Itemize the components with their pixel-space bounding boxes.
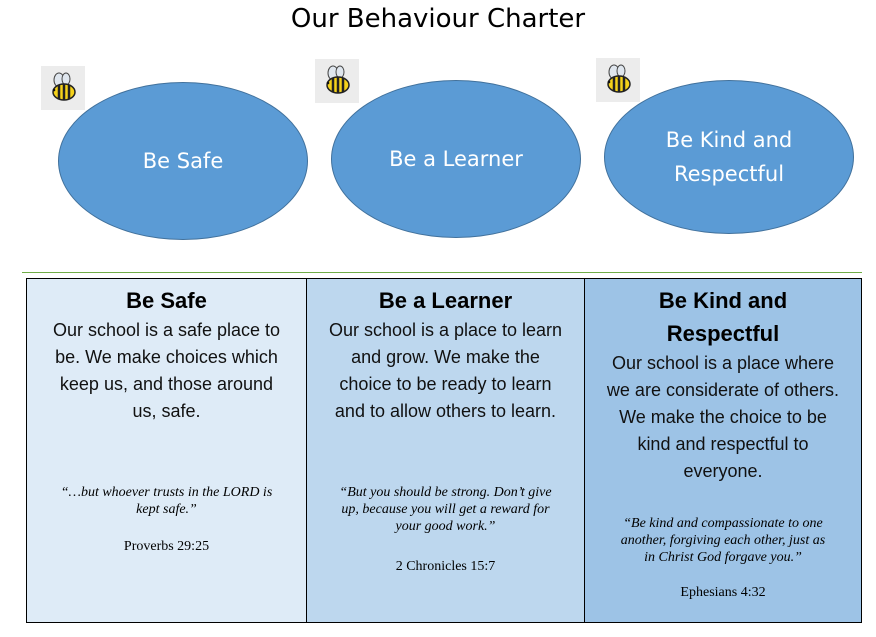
body-line: keep us, and those around <box>59 374 274 394</box>
ellipse-label: Respectful <box>673 162 785 186</box>
quote-line: your good work.” <box>395 519 496 534</box>
ellipse-be-kind <box>604 80 854 234</box>
quote-line: up, because you will get a reward for <box>341 502 550 517</box>
body-line: everyone. <box>683 461 763 481</box>
body-line: and grow. We make the <box>351 347 540 367</box>
quote-line: another, forgiving each other, just as <box>620 533 826 548</box>
body-line: choice to be ready to learn <box>339 374 552 394</box>
page-title: Our Behaviour Charter <box>290 4 586 34</box>
bible-reference: 2 Chronicles 15:7 <box>395 559 496 574</box>
ellipse-label: Be Safe <box>142 149 224 173</box>
bible-reference: Ephesians 4:32 <box>680 585 766 600</box>
body-line: be. We make choices which <box>55 347 278 367</box>
column-be-kind <box>584 279 861 622</box>
bee-icon <box>315 59 359 103</box>
column-body <box>585 350 861 485</box>
column-heading <box>585 284 861 350</box>
bible-quote <box>311 484 580 535</box>
heading-line: Be Kind and <box>658 288 788 313</box>
quote-line: “Be kind and compassionate to one <box>623 516 823 531</box>
divider-line <box>22 272 862 273</box>
body-line: Our school is a place to learn <box>328 320 563 340</box>
bible-quote <box>589 515 857 566</box>
bible-quote <box>31 484 302 518</box>
quote-line: “But you should be strong. Don’t give <box>339 485 552 500</box>
body-line: us, safe. <box>132 401 201 421</box>
bee-icon <box>596 58 640 102</box>
ellipse-be-a-learner <box>331 80 581 238</box>
body-line: Our school is a safe place to <box>52 320 281 340</box>
column-be-safe <box>27 279 306 622</box>
column-heading: Be a Learner <box>378 288 513 313</box>
quote-line: “…but whoever trusts in the LORD is <box>60 485 273 500</box>
ellipse-label: Be Kind and <box>665 128 793 152</box>
ellipse-label: Be a Learner <box>389 147 523 171</box>
column-body <box>307 317 584 425</box>
body-line: kind and respectful to <box>637 434 809 454</box>
column-be-a-learner <box>306 279 584 622</box>
body-line: Our school is a place where <box>611 353 835 373</box>
bible-reference: Proverbs 29:25 <box>123 539 210 554</box>
body-line: We make the choice to be <box>619 407 827 427</box>
bee-icon <box>41 66 85 110</box>
column-heading: Be Safe <box>126 288 207 313</box>
heading-line: Respectful <box>666 321 780 346</box>
body-line: and to allow others to learn. <box>334 401 557 421</box>
quote-line: kept safe.” <box>136 502 197 517</box>
charter-table <box>26 278 862 623</box>
quote-line: in Christ God forgave you.” <box>644 550 802 565</box>
body-line: we are considerate of others. <box>606 380 840 400</box>
ellipse-be-safe <box>58 82 308 240</box>
column-body <box>27 317 306 425</box>
